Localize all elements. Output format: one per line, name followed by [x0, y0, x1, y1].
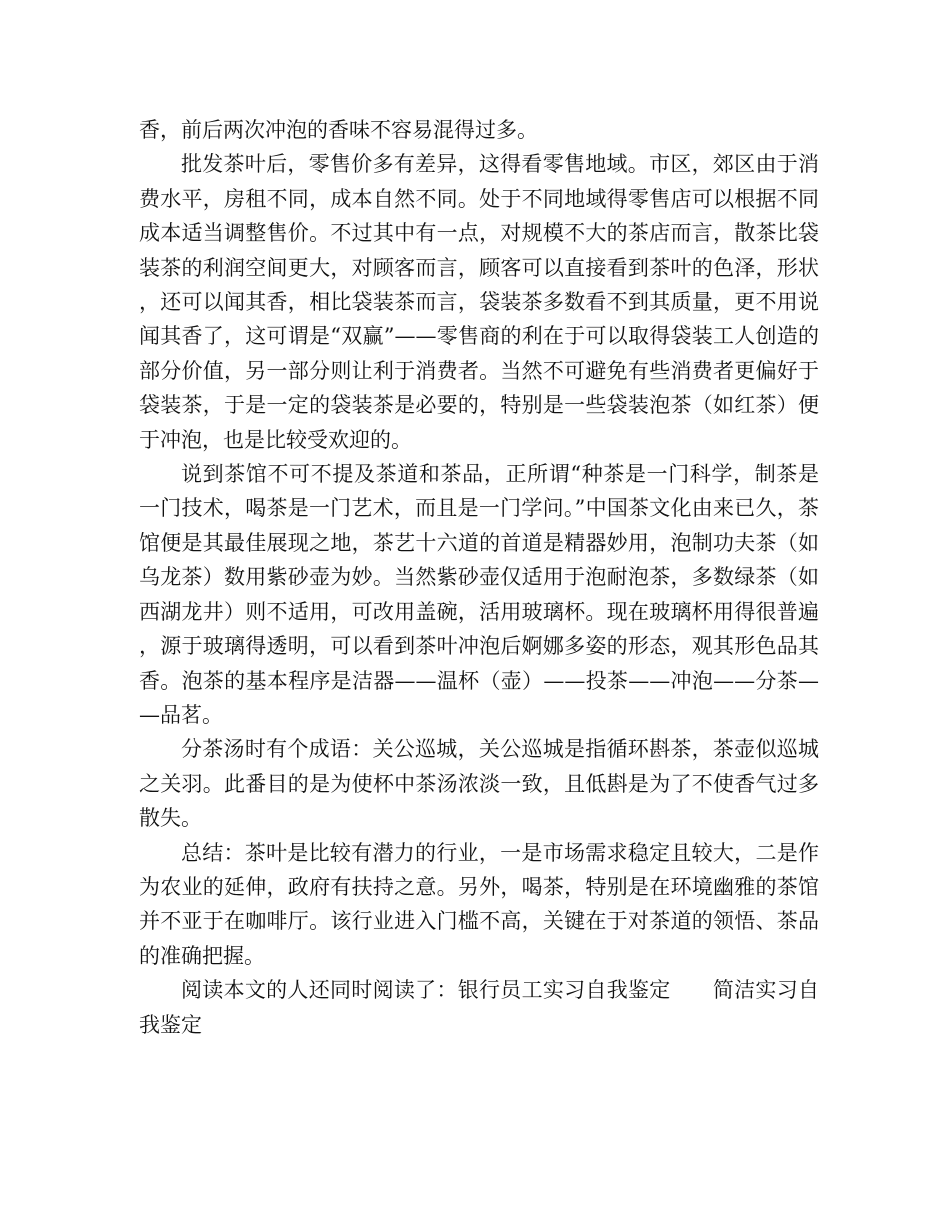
paragraph-serving-idiom: 分茶汤时有个成语：关公巡城，关公巡城是指循环斟茶，茶壶似巡城之关羽。此番目的是为使杯中茶汤浓淡一致，且低斟是为了不使香气过多散失。: [139, 737, 819, 831]
related-reading: [139, 973, 819, 1042]
paragraph-tea-house: 说到茶馆不可不提及茶道和茶品，正所谓“种茶是一门科学，制茶是一门技术，喝茶是一门艺术，而且是一门学问。”中国茶文化由来已久，茶馆便是其最佳展现之地，茶艺十六道的首道是精器妙用，泡制功夫茶（如乌龙茶）数用紫砂壶为妙。当然紫砂壶仅适用于泡耐泡茶，多数绿茶（如西湖龙井）则不适用，可改用盖碗，活用玻璃杯。现在玻璃杯用得很普遍，源于玻璃得透明，可以看到茶叶冲泡后婀娜多姿的形态，观其形色品其香。泡茶的基本程序是洁器——温杯（壶）——投茶——冲泡——分茶——品茗。: [139, 462, 819, 727]
paragraph-retail-pricing: 批发茶叶后，零售价多有差异，这得看零售地域。市区，郊区由于消费水平，房租不同，成本自然不同。处于不同地域得零售店可以根据不同成本适当调整售价。不过其中有一点，对规模不大的茶店而言，散茶比袋装茶的利润空间更大，对顾客而言，顾客可以直接看到茶叶的色泽，形状，还可以闻其香，相比袋装茶而言，袋装茶多数看不到其质量，更不用说闻其香了，这可谓是“双赢”——零售商的利在于可以取得袋装工人创造的部分价值，另一部分则让利于消费者。当然不可避免有些消费者更偏好于袋装茶，于是一定的袋装茶是必要的，特别是一些袋装泡茶（如红茶）便于冲泡，也是比较受欢迎的。: [139, 152, 819, 452]
related-reading-lead: 阅读本文的人还同时阅读了：: [181, 978, 458, 1003]
related-link[interactable]: 简洁实习自我鉴定: [139, 978, 820, 1037]
paragraph-summary: 总结：茶叶是比较有潜力的行业，一是市场需求稳定且较大，二是作为农业的延伸，政府有扶持之意。另外，喝茶，特别是在环境幽雅的茶馆并不亚于在咖啡厅。该行业进入门槛不高，关键在于对茶道的领悟、茶品的准确把握。: [139, 840, 819, 968]
document-body: [139, 113, 819, 1042]
related-link[interactable]: 银行员工实习自我鉴定: [457, 978, 671, 1003]
paragraph-continuation: 香，前后两次冲泡的香味不容易混得过多。: [139, 118, 538, 142]
